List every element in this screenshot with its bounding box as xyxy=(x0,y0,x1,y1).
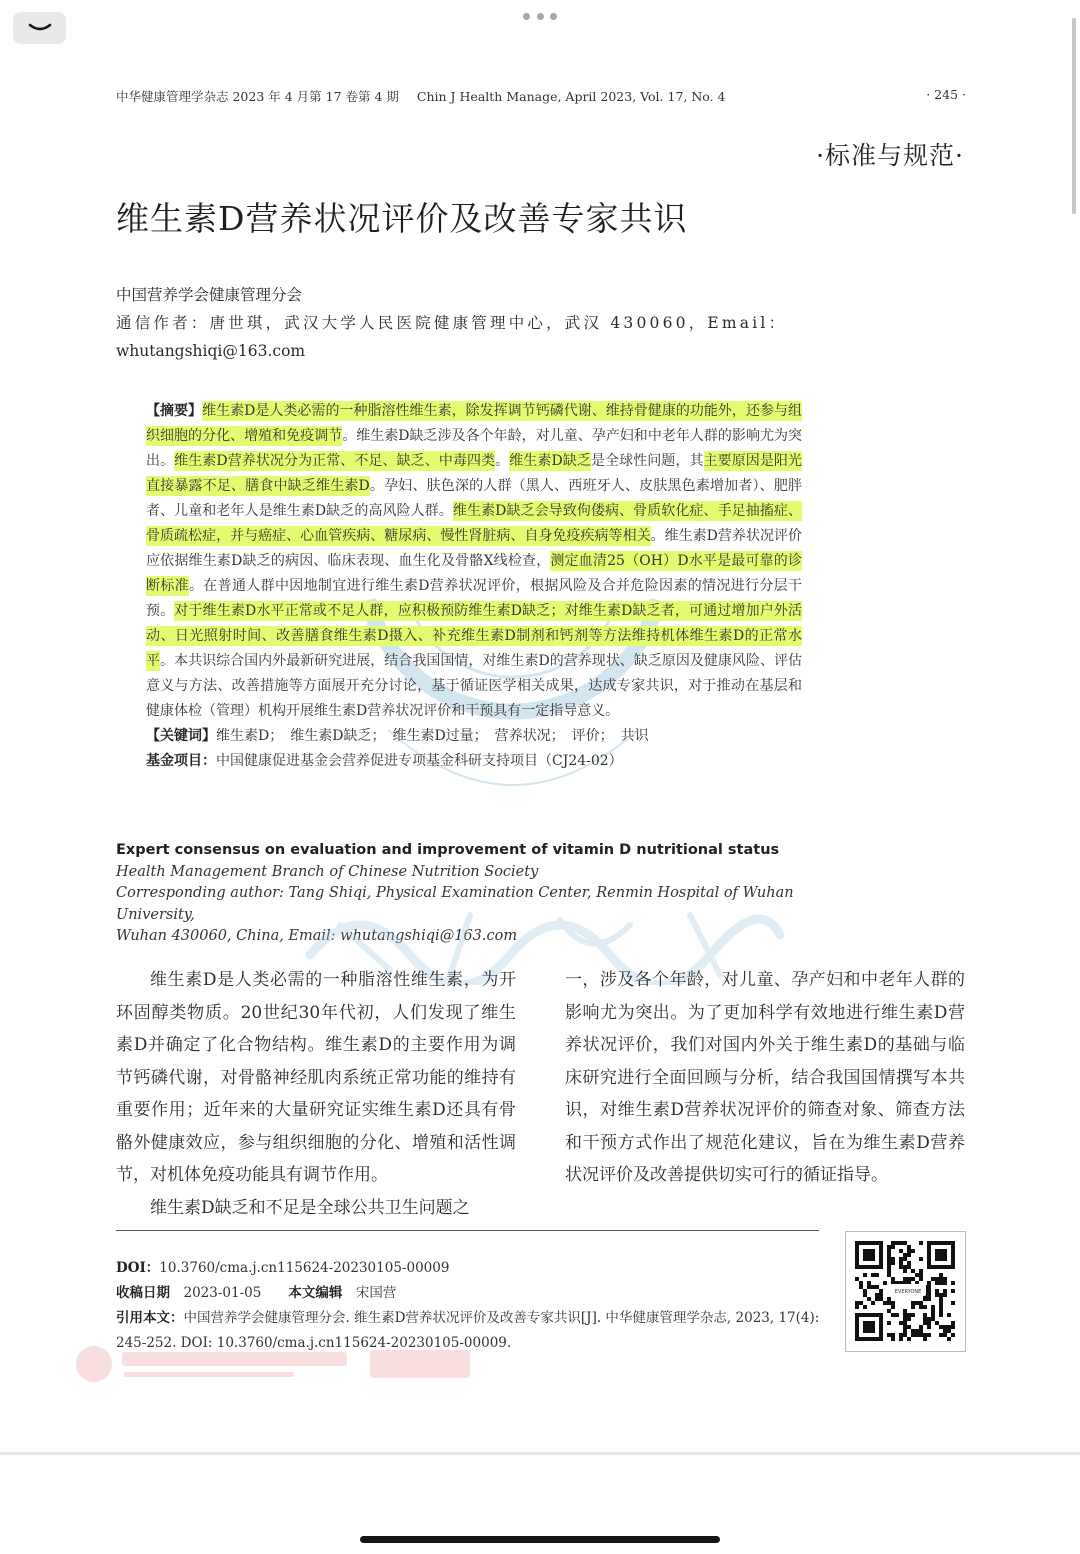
keywords: 维生素D； 维生素D缺乏； 维生素D过量； 营养状况； 评价； 共识 xyxy=(216,728,649,744)
qr-badge-text: EVERYONE xyxy=(894,1289,922,1295)
english-corresponding-1: Corresponding author: Tang Shiqi, Physical Examination Center, Renmin Hospital of Wuhan University, xyxy=(116,885,794,923)
received-date: 2023-01-05 xyxy=(183,1285,262,1301)
editor: 宋国营 xyxy=(355,1285,397,1301)
keywords-label: 【关键词】 xyxy=(146,728,216,744)
highlighted-text: 主要原因是阳光直接暴露不足、膳食中缺乏维生素D xyxy=(146,453,803,494)
paper-title: 维生素D营养状况评价及改善专家共识 xyxy=(116,199,688,238)
home-indicator[interactable] xyxy=(360,1536,720,1543)
author-org: 中国营养学会健康管理分会 xyxy=(116,286,303,304)
page-number: · 245 · xyxy=(926,87,966,102)
highlighted-text: 维生素D缺乏 xyxy=(509,453,591,469)
fund-text: 中国健康促进基金会营养促进专项基金科研支持项目（CJ24-02） xyxy=(216,753,623,769)
doi-line xyxy=(116,1256,821,1281)
viewer-top-bar xyxy=(0,0,1080,60)
publisher-logo-watermark xyxy=(72,1342,482,1386)
abstract xyxy=(116,399,802,774)
abstract-body xyxy=(116,399,802,724)
abstract-text: 。在普通人群中因地制宜进行维生素D营养状况评价，根据风险及合并危险因素的情况进行分层干预。 xyxy=(146,578,802,619)
abstract-text: 。维生素D缺乏涉及各个年龄，对儿童、孕产妇和中老年人群的影响尤为突出。 xyxy=(146,428,802,469)
collapse-button[interactable] xyxy=(13,12,66,44)
body-column-left xyxy=(116,964,516,1224)
footer xyxy=(116,1256,821,1356)
corresponding-author: 通信作者：唐世琪，武汉大学人民医院健康管理中心，武汉 430060，Email： xyxy=(116,314,788,332)
body-paragraph: 维生素D缺乏和不足是全球公共卫生问题之 xyxy=(150,1197,470,1218)
keywords-line xyxy=(116,724,802,749)
abstract-text: 。维生素D营养状况评价应依据维生素D缺乏的病因、临床表现、血生化及骨骼X线检查， xyxy=(146,528,803,569)
body-paragraph: 维生素D是人类必需的一种脂溶性维生素，为开环固醇类物质。20世纪30年代初，人们发现了维生素D并确定了化合物结构。维生素D的主要作用为调节钙磷代谢，对骨骼神经肌肉系统正常功能的维持有重要作用；近年来的大量研究证实维生素D还具有骨骼外健康效应，参与组织细胞的分化、增殖和活性调节，对机体免疫功能具有调节作用。 xyxy=(116,970,516,1185)
running-header xyxy=(116,87,966,105)
page-edge xyxy=(0,1452,1080,1455)
journal-cn: 中华健康管理学杂志 2023 年 4 月第 17 卷第 4 期 xyxy=(116,89,399,104)
journal-en: Chin J Health Manage, April 2023, Vol. 17, No. 4 xyxy=(416,89,726,104)
body-paragraph: 一，涉及各个年龄，对儿童、孕产妇和中老年人群的影响尤为突出。为了更加科学有效地进行维生素D营养状况评价，我们对国内外关于维生素D的基础与临床研究进行全面回顾与分析，结合我国国情撰写本共识，对维生素D营养状况评价的筛查对象、筛查方法和干预方式作出了规范化建议，旨在为维生素D营养状况评价及改善提供切实可行的循证指导。 xyxy=(565,970,965,1185)
fund-line xyxy=(116,749,802,774)
highlighted-text: 对于维生素D水平正常或不足人群，应积极预防维生素D缺乏；对维生素D缺乏者，可通过增加户外活动、日光照射时间、改善膳食维生素D摄入、补充维生素D制剂和钙剂等方法维持机体维生素D的正常水平 xyxy=(146,603,803,669)
abstract-text: 是全球性问题，其 xyxy=(590,453,704,469)
qr-code[interactable] xyxy=(845,1231,966,1352)
english-title: Expert consensus on evaluation and improvement of vitamin D nutritional status xyxy=(116,842,780,858)
more-dots-icon[interactable] xyxy=(523,10,557,22)
doi-label: DOI： xyxy=(116,1260,160,1276)
author-email[interactable]: whutangshiqi@163.com xyxy=(116,342,306,360)
author-block xyxy=(116,281,816,365)
english-org: Health Management Branch of Chinese Nutrition Society xyxy=(116,863,539,880)
received-label: 收稿日期 xyxy=(116,1285,170,1301)
section-tag: ·标准与规范· xyxy=(816,141,964,170)
english-corresponding-2: Wuhan 430060, China, Email: whutangshiqi@163.com xyxy=(116,928,518,944)
cite-label: 引用本文： xyxy=(116,1310,184,1326)
abstract-text: 。 xyxy=(495,453,510,469)
body-column-right xyxy=(565,964,965,1192)
received-line xyxy=(116,1281,821,1306)
fund-label: 基金项目： xyxy=(146,753,216,769)
footer-divider xyxy=(116,1230,819,1231)
abstract-label: 【摘要】 xyxy=(146,403,203,419)
cite-text: 中国营养学会健康管理分会. 维生素D营养状况评价及改善专家共识[J]. 中华健康管理学杂志, 2023, 17(4): 245-252. DOI: 10.3760/cma.j.cn115624-20230105-00009. xyxy=(116,1310,820,1351)
doi[interactable]: 10.3760/cma.j.cn115624-20230105-00009 xyxy=(159,1260,450,1276)
chevron-down-icon xyxy=(28,23,52,33)
abstract-text: 。孕妇、肤色深的人群（黑人、西班牙人、皮肤黑色素增加者）、肥胖者、儿童和老年人是维生素D缺乏的高风险人群。 xyxy=(146,478,802,519)
editor-label: 本文编辑 xyxy=(288,1285,343,1301)
scrollbar[interactable] xyxy=(1072,18,1076,214)
highlighted-text: 维生素D是人类必需的一种脂溶性维生素，除发挥调节钙磷代谢、维持骨健康的功能外，还参与组织细胞的分化、增殖和免疫调节 xyxy=(146,403,802,444)
highlighted-text: 测定血清25（OH）D水平是最可靠的诊断标准 xyxy=(146,553,802,594)
abstract-text: 。本共识综合国内外最新研究进展，结合我国国情，对维生素D的营养现状、缺乏原因及健康风险、评估意义与方法、改善措施等方面展开充分讨论，基于循证医学相关成果，达成专家共识，对于推动在基层和健康体检（管理）机构开展维生素D营养状况评价和干预具有一定指导意义。 xyxy=(146,653,803,719)
highlighted-text: 维生素D营养状况分为正常、不足、缺乏、中毒四类 xyxy=(174,453,496,469)
highlighted-text: 维生素D缺乏会导致佝偻病、骨质软化症、手足抽搐症、骨质疏松症，并与癌症、心血管疾病、糖尿病、慢性肾脏病、自身免疫疾病等相关 xyxy=(146,503,802,544)
qr-code-icon xyxy=(846,1232,965,1351)
